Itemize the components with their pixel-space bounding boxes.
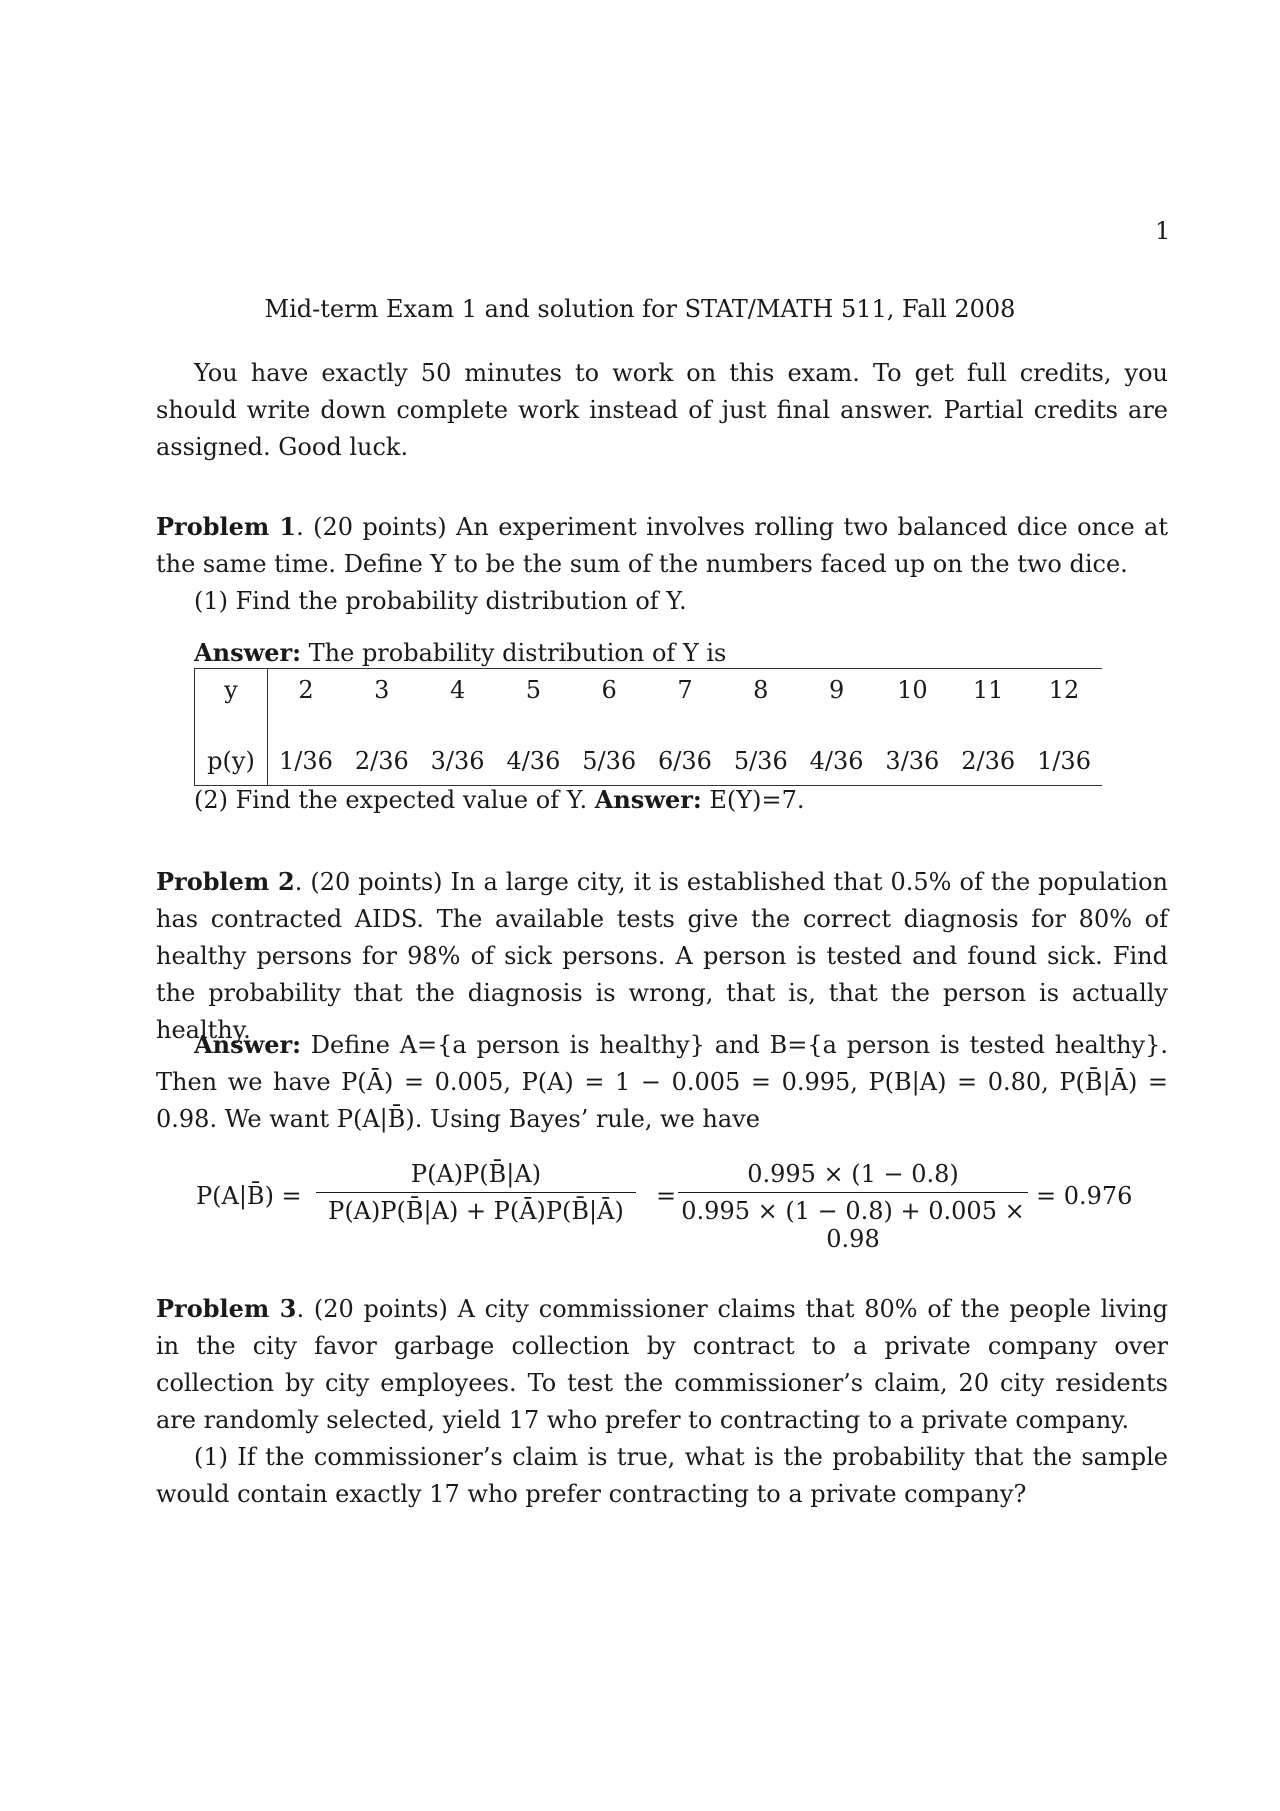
fraction-1-numerator: P(A)P(B̄|A) [316,1160,636,1193]
table-cell: 2 [298,676,314,704]
table-cell: 7 [677,676,693,704]
table-cell: 2/36 [961,747,1016,775]
table-cell: 4/36 [506,747,561,775]
fraction-2 [678,1160,1028,1253]
bayes-equation [196,1160,1136,1253]
page-title: Mid-term Exam 1 and solution for STAT/MATH 511, Fall 2008 [264,295,1016,323]
answer-label: Answer: [194,1030,302,1059]
table-cell: 11 [972,676,1004,704]
part-2-answer: E(Y)=7. [701,786,805,814]
table-cell: 5/36 [582,747,637,775]
equation-result: = 0.976 [1036,1182,1133,1210]
table-cell: 10 [897,676,928,704]
part-2-question: (2) Find the expected value of Y. [194,786,588,814]
problem-1-statement [156,508,1168,583]
problem-3-part-1: (1) If the commissioner’s claim is true, what is the probability that the sample would contain exactly 17 who prefer contracting to a private company? [156,1443,1168,1508]
probability-table [194,668,1102,786]
part-2-answer-label: Answer: [594,785,702,814]
problem-2-text: . (20 points) In a large city, it is established that 0.5% of the population has contracted AIDS. The available tests give the correct diagnosis for 80% of healthy persons for 98% of sick persons. A person is tested and found sick. Find the probability that the diagnosis is wrong, that is, that the person is actually healthy. [156,868,1168,1044]
problem-3-statement [156,1290,1168,1439]
table-cell: 4 [449,676,466,704]
problem-1-heading: Problem 1 [156,512,297,541]
equals-sign: = [656,1182,677,1210]
answer-label: Answer: [194,638,302,667]
table-cell: 6/36 [658,747,712,775]
problem-1-part-1: (1) Find the probability distribution of Y. [194,587,687,615]
table-cell: 9 [828,676,845,704]
table-cell: 1/36 [279,747,333,775]
table-cell: 5 [525,676,542,704]
table-cell: 3 [374,676,390,704]
table-cell: 2/36 [354,747,409,775]
answer-text: Define A={a person is healthy} and B={a person is tested healthy}. Then we have P(Ā) = 0.005, P(A) = 1 − 0.005 = 0.995, P(B|A) = 0.80, P(B̄|Ā) = 0.98. We want P(A|B̄). Using Bayes’ rule, we have [156,1031,1168,1133]
table-cell: 6 [601,676,617,704]
table-row-y [195,669,1103,712]
fraction-2-numerator: 0.995 × (1 − 0.8) [678,1160,1028,1193]
intro-paragraph: You have exactly 50 minutes to work on this exam. To get full credits, you should write down complete work instead of just final answer. Partial credits are assigned. Good luck. [156,359,1168,461]
equation-lhs: P(A|B̄) = [196,1182,302,1210]
fraction-1 [316,1160,636,1225]
page-number: 1 [1155,217,1171,245]
table-row-p [195,711,1103,786]
table-cell: 3/36 [885,747,940,775]
fraction-1-denominator: P(A)P(B̄|A) + P(Ā)P(B̄|Ā) [328,1197,624,1225]
problem-2-heading: Problem 2 [156,867,295,896]
table-cell: 5/36 [733,747,788,775]
problem-1-text: . (20 points) An experiment involves rolling two balanced dice once at the same time. Define Y to be the sum of the numbers faced up on the two dice. [156,513,1168,578]
table-cell: 3/36 [430,747,485,775]
fraction-2-denominator: 0.995 × (1 − 0.8) + 0.005 × 0.98 [681,1197,1025,1253]
table-header-y: y [195,669,268,712]
problem-1-part-2 [156,781,1206,819]
table-header-p: p(y) [195,711,268,786]
table-cell: 8 [753,676,769,704]
problem-2-statement [156,863,1168,1049]
table-cell: 1/36 [1037,747,1091,775]
problem-2-answer [156,1026,1168,1138]
table-cell: 4/36 [809,747,864,775]
table-cell: 12 [1048,676,1080,704]
answer-text: The probability distribution of Y is [301,639,727,667]
problem-3-text: . (20 points) A city commissioner claims that 80% of the people living in the city favor garbage collection by contract to a private company over collection by city employees. To test the commissioner’s claim, 20 city residents are randomly selected, yield 17 who prefer to contracting to a private company. [156,1295,1168,1434]
problem-3-heading: Problem 3 [156,1294,297,1323]
problem-1-answer [156,634,1206,672]
